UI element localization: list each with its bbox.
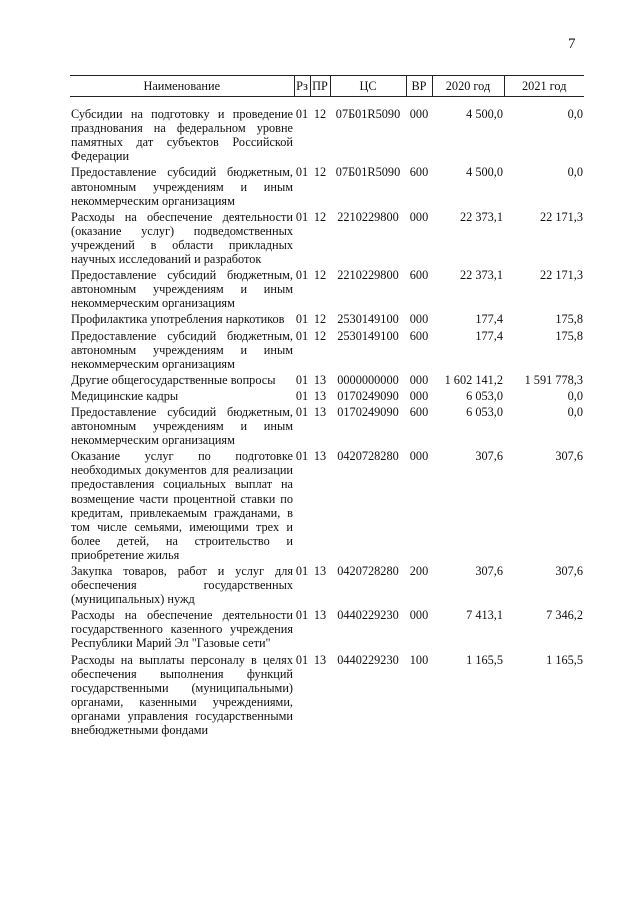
- cell-y2020: 177,4: [475, 328, 503, 343]
- cell-rz: 01: [295, 404, 309, 419]
- header-rz: Рз: [294, 76, 310, 97]
- cell-y2020: 6 053,0: [466, 388, 503, 403]
- cell-cs: 07Б01R5090: [335, 165, 401, 180]
- cell-vr: 200: [409, 564, 429, 578]
- cell-pr: 12: [313, 165, 327, 180]
- table-row: [70, 210, 584, 268]
- table-row: [70, 564, 584, 608]
- table-row: [70, 312, 584, 328]
- cell-y2020: 1 165,5: [466, 652, 503, 667]
- cell-vr: 000: [409, 209, 429, 224]
- cell-cs: 0170249090: [337, 388, 399, 403]
- cell-y2020: 22 373,1: [459, 209, 503, 224]
- cell-y2021: 307,6: [555, 449, 583, 464]
- cell-vr: 000: [409, 107, 429, 122]
- cell-pr: 13: [313, 372, 327, 387]
- cell-y2021: 22 171,3: [539, 209, 583, 224]
- cell-name: Предоставление субсидий бюджетным, автономным учреждениям и иным некоммерческим организациям: [71, 328, 293, 371]
- cell-name: Предоставление субсидий бюджетным, автономным учреждениям и иным некоммерческим организациям: [71, 404, 293, 448]
- cell-y2020: 307,6: [475, 449, 503, 464]
- cell-rz: 01: [295, 107, 309, 122]
- cell-rz: 01: [295, 165, 309, 180]
- cell-cs: 0420728280: [337, 564, 399, 578]
- cell-rz: 01: [295, 372, 309, 387]
- cell-y2021: 175,8: [555, 328, 583, 343]
- cell-y2020: 307,6: [475, 564, 503, 578]
- table-row: [70, 329, 584, 373]
- cell-rz: 01: [295, 388, 309, 403]
- cell-pr: 12: [313, 107, 327, 122]
- cell-pr: 13: [313, 449, 327, 464]
- page-number: 7: [568, 36, 576, 52]
- table-row: [70, 107, 584, 165]
- cell-cs: 2210229800: [337, 268, 399, 283]
- cell-y2021: 307,6: [555, 564, 583, 578]
- cell-vr: 000: [409, 388, 429, 403]
- table-row: [70, 373, 584, 389]
- cell-cs: 2210229800: [337, 209, 399, 224]
- cell-name: Профилактика употребления наркотиков: [71, 312, 285, 327]
- cell-pr: 13: [313, 652, 327, 667]
- header-2020: 2020 год: [432, 76, 504, 97]
- cell-y2020: 4 500,0: [466, 107, 503, 122]
- cell-cs: 2530149100: [337, 328, 399, 343]
- cell-cs: 07Б01R5090: [335, 107, 401, 122]
- cell-y2020: 177,4: [475, 312, 503, 327]
- cell-name: Оказание услуг по подготовке необходимых документов для реализации предоставления социальных выплат на возмещение части процентной ставки по кредитам, привлекаемым гражданами, в том числе семьями, имеющими трех и более детей, на строительство и приобретение жилья: [71, 449, 293, 562]
- budget-table: [70, 75, 584, 739]
- cell-rz: 01: [295, 209, 309, 224]
- cell-y2020: 6 053,0: [466, 404, 503, 419]
- cell-rz: 01: [295, 608, 309, 623]
- cell-pr: 13: [313, 564, 327, 578]
- cell-name: Расходы на выплаты персоналу в целях обеспечения выполнения функций государственными (муниципальными) органами, казенными учреждениями, органами управления государственными внебюджетными фондами: [71, 652, 293, 738]
- header-cs: ЦС: [330, 76, 406, 97]
- table-row: [70, 268, 584, 312]
- header-pr: ПР: [310, 76, 330, 97]
- table-row: [70, 405, 584, 449]
- cell-cs: 2530149100: [337, 312, 399, 327]
- table-body: [70, 97, 584, 740]
- cell-vr: 600: [409, 268, 429, 283]
- cell-y2021: 7 346,2: [546, 608, 583, 623]
- header-2021: 2021 год: [504, 76, 584, 97]
- cell-cs: 0440229230: [337, 608, 399, 623]
- cell-y2020: 7 413,1: [466, 608, 503, 623]
- cell-name: Предоставление субсидий бюджетным, автономным учреждениям и иным некоммерческим организациям: [71, 268, 293, 311]
- table-row: [70, 389, 584, 405]
- table-row: [70, 165, 584, 209]
- cell-pr: 12: [313, 209, 327, 224]
- table-row: [70, 608, 584, 652]
- cell-y2021: 0,0: [567, 165, 583, 180]
- cell-y2021: 0,0: [567, 404, 583, 419]
- cell-vr: 100: [409, 652, 429, 667]
- table-row: [70, 449, 584, 564]
- cell-y2021: 175,8: [555, 312, 583, 327]
- cell-y2021: 22 171,3: [539, 268, 583, 283]
- cell-y2021: 1 165,5: [546, 652, 583, 667]
- cell-pr: 13: [313, 608, 327, 623]
- cell-pr: 12: [313, 268, 327, 283]
- cell-name: Закупка товаров, работ и услуг для обеспечения государственных (муниципальных) нужд: [71, 564, 293, 607]
- cell-rz: 01: [295, 312, 309, 327]
- cell-name: Медицинские кадры: [71, 388, 179, 403]
- table-header-row: [70, 76, 584, 97]
- cell-cs: 0440229230: [337, 652, 399, 667]
- cell-cs: 0000000000: [337, 372, 399, 387]
- cell-y2020: 22 373,1: [459, 268, 503, 283]
- cell-pr: 12: [313, 328, 327, 343]
- cell-cs: 0420728280: [337, 449, 399, 464]
- cell-name: Субсидии на подготовку и проведение празднования на федеральном уровне памятных дат субъектов Российской Федерации: [71, 107, 293, 164]
- cell-name: Расходы на обеспечение деятельности (оказание услуг) подведомственных учреждений в области прикладных научных исследований и разработок: [71, 209, 293, 267]
- header-vr: ВР: [406, 76, 432, 97]
- cell-y2020: 1 602 141,2: [444, 372, 503, 387]
- cell-vr: 000: [409, 608, 429, 623]
- cell-y2021: 0,0: [567, 388, 583, 403]
- cell-vr: 600: [409, 404, 429, 419]
- cell-rz: 01: [295, 652, 309, 667]
- cell-name: Другие общегосударственные вопросы: [71, 372, 276, 387]
- cell-rz: 01: [295, 449, 309, 464]
- cell-rz: 01: [295, 564, 309, 578]
- cell-pr: 12: [313, 312, 327, 327]
- cell-rz: 01: [295, 328, 309, 343]
- cell-vr: 000: [409, 312, 429, 327]
- cell-vr: 000: [409, 449, 429, 464]
- cell-vr: 000: [409, 372, 429, 387]
- cell-pr: 13: [313, 404, 327, 419]
- cell-y2020: 4 500,0: [466, 165, 503, 180]
- cell-y2021: 0,0: [567, 107, 583, 122]
- cell-y2021: 1 591 778,3: [524, 372, 583, 387]
- cell-name: Предоставление субсидий бюджетным, автономным учреждениям и иным некоммерческим организациям: [71, 165, 293, 208]
- cell-pr: 13: [313, 388, 327, 403]
- cell-vr: 600: [409, 165, 429, 180]
- cell-rz: 01: [295, 268, 309, 283]
- cell-vr: 600: [409, 328, 429, 343]
- cell-cs: 0170249090: [337, 404, 399, 419]
- table-row: [70, 653, 584, 740]
- cell-name: Расходы на обеспечение деятельности государственного казенного учреждения Республики Марий Эл "Газовые сети": [71, 608, 293, 651]
- header-name: Наименование: [70, 76, 294, 97]
